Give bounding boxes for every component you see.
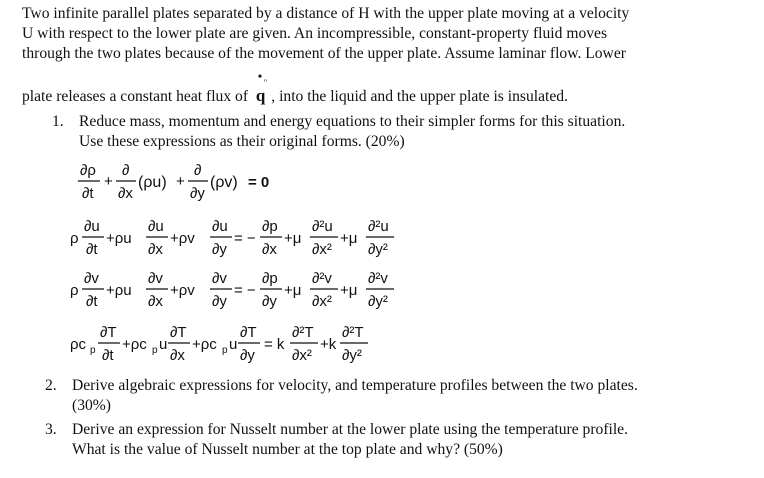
eq-term: ∂x² [292,347,312,364]
eq-term: u [159,336,168,353]
eq-term: ∂y² [342,347,362,364]
eq-term: +μ [284,230,302,247]
eq-term: ∂ [122,162,130,179]
eq-term: ∂x [148,241,163,258]
question-line: What is the value of Nusselt number at the top plate and why? (50%) [72,441,503,458]
x-momentum-equation [70,216,430,260]
flux-text-after: , into the liquid and the upper plate is insulated. [271,88,568,105]
eq-term: ∂t [82,185,94,202]
eq-term: + [104,173,113,190]
heat-flux-symbol: • " q [255,69,268,105]
eq-term: p [222,345,228,356]
eq-term: ∂t [86,241,98,258]
eq-term: ∂t [102,347,114,364]
flux-double-prime: " [263,78,268,87]
eq-term: ∂ [194,162,202,179]
eq-term: ∂x [170,347,185,364]
eq-term: ρ [70,282,79,299]
question-number: 3. [45,421,57,438]
continuity-equation [70,160,330,204]
flux-text-before: plate releases a constant heat flux of [22,88,249,105]
y-momentum-equation [70,268,430,312]
eq-term: ∂u [84,218,100,235]
eq-term: +ρu [106,282,132,299]
eq-term: ∂²v [368,270,388,287]
eq-term: ∂x² [312,293,332,310]
statement-line: through the two plates because of the movement of the upper plate. Assume laminar flow. Lower [22,45,626,62]
eq-term: +ρv [170,230,195,247]
eq-term: + [176,173,185,190]
eq-term: ∂T [240,324,257,341]
eq-term: ∂x [262,241,277,258]
eq-term: ∂v [84,270,99,287]
eq-term: (ρv) [210,174,238,191]
eq-term: = 0 [248,174,270,191]
eq-term: p [152,345,158,356]
eq-term: ∂p [262,218,278,235]
eq-term: ∂y [262,293,277,310]
question-line: Derive algebraic expressions for velocity, and temperature profiles between the two plates. [72,377,638,394]
eq-term: +μ [340,282,358,299]
eq-term: +ρc [192,336,217,353]
question-line: Derive an expression for Nusselt number at the lower plate using the temperature profile. [72,421,628,438]
eq-term: ∂y² [368,241,388,258]
eq-term: ∂y [240,347,255,364]
eq-term: = k [264,336,285,353]
question-number: 1. [52,113,64,130]
eq-term: ρc [70,336,87,353]
eq-term: ∂²T [342,324,364,341]
eq-term: ∂x [118,185,133,202]
eq-term: +k [320,336,337,353]
eq-term: u [229,336,238,353]
eq-term: +μ [340,230,358,247]
problem-statement [22,4,744,64]
eq-term: ∂²u [368,218,389,235]
heat-flux-line [22,69,744,107]
statement-line: U with respect to the lower plate are given. An incompressible, constant-property fluid moves [22,25,608,42]
eq-term: ∂ρ [80,162,96,179]
eq-term: ∂²u [312,218,333,235]
eq-term: ρ [70,230,79,247]
energy-equation [70,322,450,368]
eq-term: = − [234,230,256,247]
eq-term: ∂y [212,241,227,258]
eq-term: ∂u [212,218,228,235]
eq-term: ∂v [212,270,227,287]
eq-term: +ρu [106,230,132,247]
eq-term: ∂y² [368,293,388,310]
eq-term: +ρc [122,336,147,353]
eq-term: ∂u [148,218,164,235]
eq-term: +ρv [170,282,195,299]
eq-term: ∂x² [312,241,332,258]
question-line: Use these expressions as their original forms. (20%) [79,133,405,150]
eq-term: +μ [284,282,302,299]
eq-term: ∂²T [292,324,314,341]
eq-term: ∂²v [312,270,332,287]
question-line: (30%) [72,397,111,414]
eq-term: ∂x [148,293,163,310]
eq-term: (ρu) [138,174,167,191]
question-line: Reduce mass, momentum and energy equations to their simpler forms for this situation. [79,113,626,130]
eq-term: ∂y [212,293,227,310]
eq-term: p [90,345,96,356]
eq-term: ∂t [86,293,98,310]
eq-term: ∂y [190,185,205,202]
eq-term: ∂v [148,270,163,287]
question-number: 2. [45,377,57,394]
statement-line: Two infinite parallel plates separated by a distance of H with the upper plate moving at a velocity [22,5,630,22]
eq-term: = − [234,282,256,299]
eq-term: ∂T [100,324,117,341]
eq-term: ∂p [262,270,278,287]
eq-term: ∂T [170,324,187,341]
flux-dot-accent: • [257,69,263,83]
